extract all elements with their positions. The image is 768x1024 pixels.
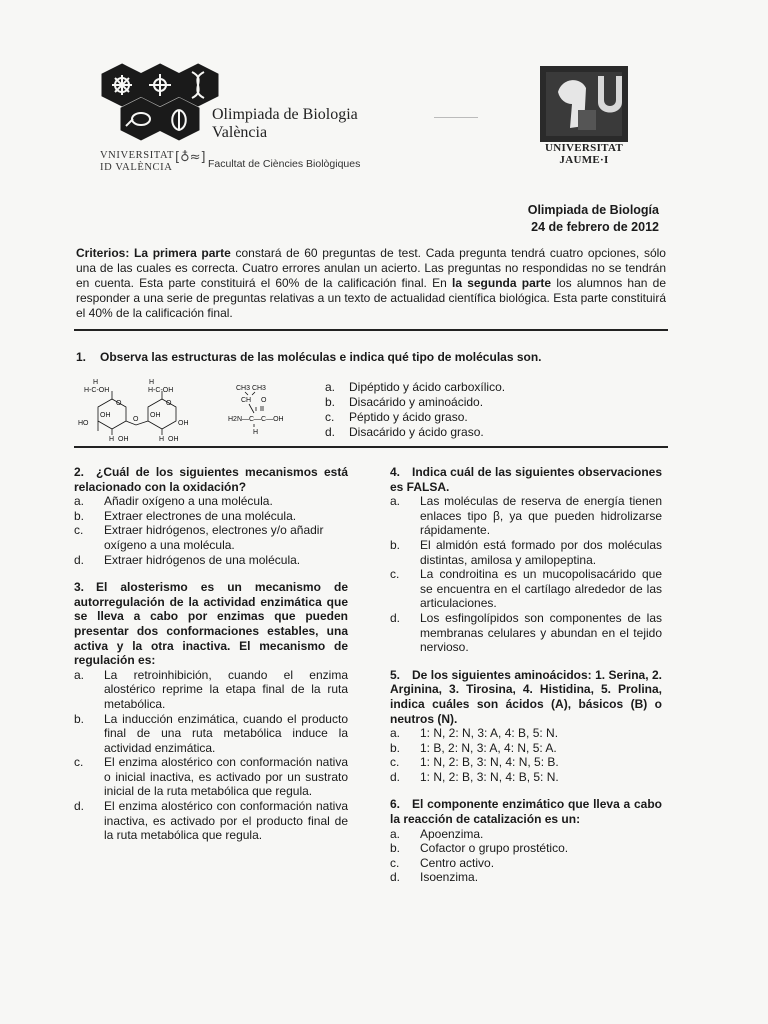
atom-label: HO: [78, 420, 89, 427]
option-text: Extraer hidrógenos, electrones y/o añadir oxígeno a una molécula.: [104, 523, 324, 552]
criteria-label: Criterios:: [76, 246, 130, 260]
question-number: 1.: [76, 350, 87, 364]
option-letter: b.: [390, 537, 401, 552]
uv-logo-text: [100, 150, 174, 174]
question-text: El alosterismo es un mecanismo de autorregulación de la actividad enzimática que se lleva a cabo por enzimas que pueden presentar dos conformaciones estables, una activa y la otra inactiva. El mecanismo de regulación es:: [74, 580, 348, 668]
question-text: El componente enzimático que lleva a cabo la reacción de catalización es un:: [390, 797, 662, 827]
option-letter: b.: [390, 841, 401, 856]
option-text: Isoenzima.: [420, 870, 479, 885]
question-text: De los siguientes aminoácidos: 1. Serina, 2. Arginina, 3. Tirosina, 4. Histidina, 5. Prolina, indica cuáles son ácidos (A), básicos (B) o neutros (N).: [390, 667, 662, 726]
section-divider: [74, 329, 668, 331]
atom-label: OH: [178, 420, 189, 427]
option-letter: a.: [74, 667, 85, 682]
olimpiada-logo-line2: València: [212, 124, 268, 141]
uji-logo-text: [532, 142, 636, 166]
answer-option: [74, 523, 348, 552]
exam-date-block: [528, 202, 659, 236]
option-text: Disacárido y ácido graso.: [349, 425, 484, 439]
atom-label: H-C-OH: [84, 387, 110, 394]
atom-label: CH3 CH3: [236, 385, 266, 392]
question-1-structures: [76, 377, 316, 443]
option-letter: b.: [325, 395, 336, 409]
option-text: El enzima alostérico con conformación nativa inactiva, es activado por el producto final de la ruta metabólica que regula.: [104, 799, 348, 843]
answer-option: [390, 611, 662, 655]
option-text: Cofactor o grupo prostético.: [420, 841, 569, 856]
answer-option: [74, 668, 348, 712]
exam-date: 24 de febrero de 2012: [531, 220, 659, 234]
criteria-part1: La primera parte: [134, 246, 231, 260]
option-letter: a.: [390, 726, 401, 741]
left-column: [74, 465, 348, 856]
question-number: 6.: [390, 797, 401, 812]
criteria-part2: la segunda parte: [452, 276, 552, 290]
option-letter: c.: [74, 523, 84, 538]
question-number: 4.: [390, 465, 401, 479]
answer-option: [390, 856, 662, 871]
option-letter: a.: [325, 380, 336, 394]
section-divider: [74, 446, 668, 448]
answer-option: [390, 726, 662, 741]
option-letter: b.: [390, 740, 401, 755]
question-1-options: [325, 380, 505, 440]
atom-label: H-C-OH: [148, 387, 174, 394]
question-stem: [390, 668, 662, 726]
atom-label: H: [109, 436, 115, 443]
option-letter: c.: [390, 855, 400, 870]
question-4: [390, 465, 662, 655]
criteria-text1: constará de 60 preguntas de test. Cada pregunta tendrá cuatro opciones, sólo una de las cuales es correcta. Cuatro errores anulan un acierto. Las preguntas no respondidas no se tendrán en cuenta. Esta parte constituirá el 60% de la calificación final. En: [76, 246, 666, 290]
answer-option: [74, 494, 348, 509]
criteria-paragraph: [76, 246, 666, 321]
question-6: [390, 797, 662, 885]
option-text: Las moléculas de reserva de energía tienen enlaces tipo β, ya que pueden hidrolizarse rápidamente.: [420, 494, 662, 538]
option-text: 1: N, 2: B, 3: N, 4: N, 5: B.: [420, 755, 559, 770]
option-letter: d.: [390, 870, 401, 885]
option-text: Dipéptido y ácido carboxílico.: [349, 380, 506, 394]
question-stem: [74, 580, 348, 668]
atom-label: OH: [118, 436, 129, 443]
amino-acid-structure: [228, 385, 284, 436]
option-letter: b.: [74, 508, 85, 523]
question-text: Observa las estructuras de las moléculas e indica qué tipo de moléculas son.: [100, 350, 542, 364]
atom-label: H2N—C—C—OH: [228, 416, 284, 423]
olimpiada-logo-wordmark: [212, 106, 358, 142]
answer-option: [74, 755, 348, 799]
olimpiada-logo-line1: Olimpiada de Biologia: [212, 106, 358, 123]
option-letter: a.: [390, 494, 401, 509]
option-text: La inducción enzimática, cuando el producto final de una ruta metabólica induce la actividad enzimática.: [104, 711, 348, 755]
option-text: Péptido y ácido graso.: [349, 410, 468, 424]
option-letter: d.: [74, 799, 85, 814]
answer-option: [390, 827, 662, 842]
question-stem: [390, 465, 662, 494]
atom-label: H: [93, 379, 99, 386]
uv-line2: ID VALÈNCIA: [100, 162, 173, 173]
atom-label: O: [116, 400, 122, 407]
answer-option: [390, 755, 662, 770]
option-text: Añadir oxígeno a una molécula.: [104, 494, 273, 509]
atom-label: OH: [168, 436, 179, 443]
scan-artifact-line: [434, 117, 478, 118]
option-letter: c.: [74, 755, 84, 770]
atom-label: O: [133, 416, 139, 423]
atom-label: H: [149, 379, 155, 386]
event-name: Olimpiada de Biología: [527, 203, 659, 217]
atom-label: CH: [241, 397, 252, 404]
question-stem: [74, 465, 348, 494]
answer-option: [390, 538, 662, 567]
option-text: Los esfingolípidos son componentes de las membranas celulares y abundan en el tejido nervioso.: [420, 610, 662, 655]
right-column: [390, 465, 662, 898]
answer-option: [390, 770, 662, 785]
answer-option: [390, 567, 662, 611]
question-2: [74, 465, 348, 567]
option-text: 1: B, 2: N, 3: A, 4: N, 5: A.: [420, 740, 557, 755]
answer-option: [325, 380, 505, 395]
option-letter: a.: [74, 494, 85, 509]
option-letter: d.: [325, 425, 336, 439]
question-stem: [390, 797, 662, 826]
option-text: El enzima alostérico con conformación nativa o inicial inactiva, es activado por un sustrato inicial de la ruta metabólica que regula.: [104, 755, 348, 799]
atom-label: O: [166, 400, 172, 407]
answer-option: [325, 425, 505, 440]
uji-line1: UNIVERSITAT: [544, 142, 624, 154]
answer-option: [390, 741, 662, 756]
answer-option: [74, 553, 348, 568]
criteria-text2: los alumnos han de responder a una serie de preguntas relativas a un texto de actualidad científica biológica. Esta parte constituirá el 40% de la calificación final.: [76, 276, 667, 320]
question-1-stem: [76, 350, 542, 364]
atom-label: H: [253, 429, 259, 436]
answer-option: [74, 509, 348, 524]
uv-line1: VNIVERSITAT: [100, 150, 175, 161]
question-text: Indica cuál de las siguientes observaciones es FALSA.: [390, 465, 662, 494]
option-text: 1: N, 2: N, 3: A, 4: B, 5: N.: [420, 726, 559, 741]
answer-option: [390, 841, 662, 856]
option-text: La condroitina es un mucopolisacárido que se encuentra en el cartílago alrededor de las articulaciones.: [420, 567, 662, 611]
uji-line2: JAUME·I: [559, 154, 609, 166]
option-letter: a.: [390, 826, 401, 841]
option-letter: c.: [390, 567, 400, 582]
option-letter: b.: [74, 711, 85, 726]
answer-option: [325, 410, 505, 425]
option-text: Extraer electrones de una molécula.: [104, 508, 297, 523]
option-letter: c.: [390, 755, 400, 770]
answer-option: [390, 494, 662, 538]
uji-logo-image: [540, 66, 628, 142]
faculty-name: Facultat de Ciències Biològiques: [208, 158, 361, 170]
faculty-emblem-icon: [♁≈]: [175, 150, 206, 165]
answer-option: [74, 799, 348, 843]
option-text: Centro activo.: [420, 855, 495, 870]
option-text: 1: N, 2: B, 3: N, 4: B, 5: N.: [420, 769, 559, 784]
option-letter: d.: [390, 610, 401, 625]
question-text: ¿Cuál de los siguientes mecanismos está relacionado con la oxidación?: [74, 465, 348, 494]
option-text: Extraer hidrógenos de una molécula.: [104, 552, 301, 567]
option-letter: d.: [390, 769, 401, 784]
question-number: 5.: [390, 667, 401, 682]
answer-option: [390, 870, 662, 885]
atom-label: H: [159, 436, 165, 443]
option-text: Apoenzima.: [420, 826, 484, 841]
question-5: [390, 668, 662, 785]
option-letter: c.: [325, 410, 335, 424]
option-text: La retroinhibición, cuando el enzima alostérico reprime la etapa final de la ruta metabólica.: [104, 667, 348, 711]
question-number: 3.: [74, 580, 85, 595]
option-text: Disacárido y aminoácido.: [349, 395, 484, 409]
answer-option: [325, 395, 505, 410]
option-letter: d.: [74, 552, 85, 567]
question-number: 2.: [74, 465, 85, 479]
question-3: [74, 580, 348, 843]
atom-label: O: [261, 397, 267, 404]
atom-label: OH: [150, 412, 161, 419]
atom-label: OH: [100, 412, 111, 419]
option-text: El almidón está formado por dos moléculas distintas, amilosa y amilopeptina.: [420, 537, 662, 567]
answer-option: [74, 712, 348, 756]
